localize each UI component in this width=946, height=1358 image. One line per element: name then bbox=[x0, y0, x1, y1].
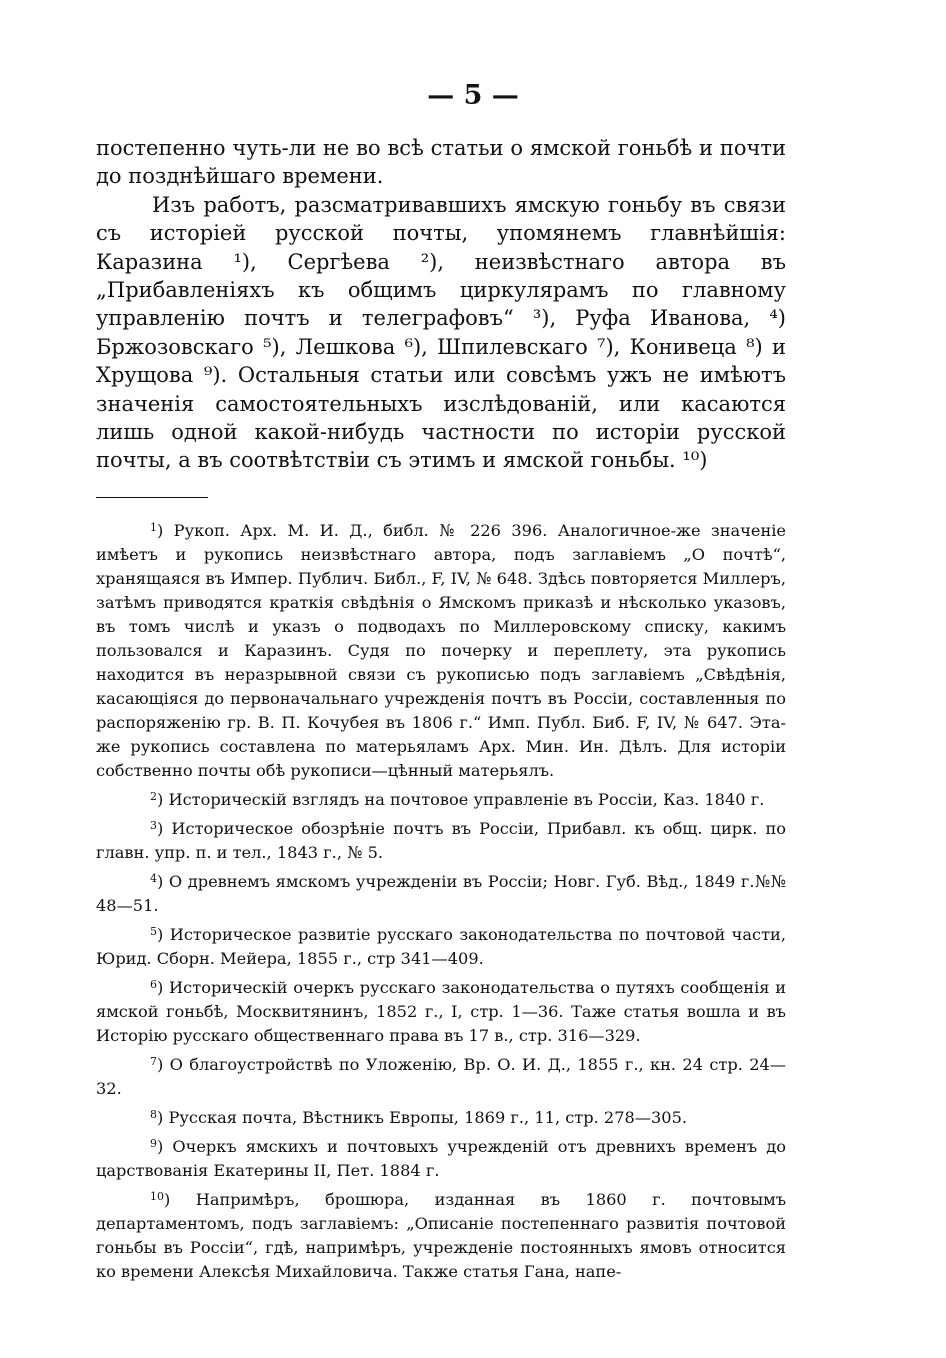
footnote-mark: 1 bbox=[150, 521, 157, 534]
footnote-mark: 7 bbox=[150, 1055, 157, 1068]
footnote-10 bbox=[96, 1185, 786, 1284]
main-text bbox=[96, 134, 786, 475]
footnote-mark: 6 bbox=[150, 978, 157, 991]
footnote-9 bbox=[96, 1132, 786, 1183]
footnote-2 bbox=[96, 785, 786, 812]
footnote-text: ) Напримѣръ, брошюра, изданная въ 1860 г. почтовымъ департаментомъ, подъ заглавіемъ: „Описаніе постепеннаго развитія почтовой гоньбы въ Россіи“, гдѣ, напримѣръ, учрежденіе постоянныхъ ямовъ относится ко времени Алексѣя Михайловича. Также статья Гана, напе- bbox=[96, 1190, 786, 1281]
footnote-text: ) Рукоп. Арх. М. И. Д., библ. № 226 396. Аналогичное-же значеніе имѣетъ и рукопись неизвѣстнаго автора, подъ заглавіемъ „О почтѣ“, хранящаяся въ Импер. Публич. Библ., F, IV, № 648. Здѣсь повторяется Миллеръ, затѣмъ приводятся краткія свѣдѣнія о Ямскомъ приказѣ и нѣсколько указовъ, въ томъ числѣ и указъ о подводахъ по Миллеровскому списку, какимъ пользовался и Каразинъ. Судя по почерку и переплету, эта рукопись находится въ неразрывной связи съ рукописью подъ заглавіемъ „Свѣдѣнія, касающіяся до первоначальнаго учрежденія почтъ въ Россіи, составленныя по распоряженію гр. В. П. Кочубея въ 1806 г.“ Имп. Публ. Биб. F, IV, № 647. Эта-же рукопись составлена по матерьяламъ Арх. Мин. Ин. Дѣлъ. Для исторіи собственно почты обѣ рукописи—цѣнный матерьялъ. bbox=[96, 521, 786, 780]
footnote-mark: 10 bbox=[150, 1190, 164, 1203]
footnote-mark: 2 bbox=[150, 790, 157, 803]
footnote-6 bbox=[96, 973, 786, 1048]
footnote-divider bbox=[96, 497, 208, 498]
footnote-3 bbox=[96, 814, 786, 865]
page-number: — 5 — bbox=[427, 80, 519, 111]
footnote-5 bbox=[96, 920, 786, 971]
footnote-text: ) Историческое обозрѣніе почтъ въ Россіи, Прибавл. къ общ. цирк. по главн. упр. п. и тел., 1843 г., № 5. bbox=[96, 819, 786, 862]
footnote-mark: 4 bbox=[150, 872, 157, 885]
paragraph: Изъ работъ, разсматривавшихъ ямскую гоньбу въ связи съ исторіей русской почты, упомянемъ главнѣйшія: Каразина ¹), Сергѣева ²), неизвѣстнаго автора въ „Прибавленіяхъ къ общимъ циркулярамъ по главному управленію почтъ и телеграфовъ“ ³), Руфа Иванова, ⁴) Бржозовскаго ⁵), Лешкова ⁶), Шпилевскаго ⁷), Конивеца ⁸) и Хрущова ⁹). Остальныя статьи или совсѣмъ ужъ не имѣютъ значенія самостоятельныхъ изслѣдованій, или касаются лишь одной какой-нибудь частности по исторіи русской почты, а въ соотвѣтствіи съ этимъ и ямской гоньбы. ¹⁰) bbox=[96, 192, 786, 473]
footnote-text: ) Русская почта, Вѣстникъ Европы, 1869 г., 11, стр. 278—305. bbox=[157, 1108, 688, 1127]
footnote-text: ) Историческій очеркъ русскаго законодательства о путяхъ сообщенія и ямской гоньбѣ, Москвитянинъ, 1852 г., I, стр. 1—36. Таже статья вошла и въ Исторію русскаго общественнаго права въ 17 в., стр. 316—329. bbox=[96, 978, 786, 1045]
footnote-text: ) Историческое развитіе русскаго законодательства по почтовой части, Юрид. Сборн. Мейера, 1855 г., стр 341—409. bbox=[96, 925, 786, 968]
footnote-7 bbox=[96, 1050, 786, 1101]
paragraph: постепенно чуть-ли не во всѣ статьи о ямской гоньбѣ и почти до позднѣйшаго времени. bbox=[96, 136, 786, 189]
footnote-text: ) Очеркъ ямскихъ и почтовыхъ учрежденій отъ древнихъ временъ до царствованія Екатерины II, Пет. 1884 г. bbox=[96, 1137, 786, 1180]
footnote-4 bbox=[96, 867, 786, 918]
footnote-8 bbox=[96, 1103, 786, 1130]
footnote-mark: 3 bbox=[150, 819, 157, 832]
footnote-1 bbox=[96, 516, 786, 783]
footnote-mark: 8 bbox=[150, 1108, 157, 1121]
footnotes bbox=[96, 516, 786, 1286]
footnote-mark: 9 bbox=[150, 1137, 157, 1150]
footnote-text: ) О благоустройствѣ по Уложенію, Вр. О. И. Д., 1855 г., кн. 24 стр. 24—32. bbox=[96, 1055, 786, 1098]
footnote-text: ) О древнемъ ямскомъ учрежденіи въ Россіи; Новг. Губ. Вѣд., 1849 г.№№ 48—51. bbox=[96, 872, 786, 915]
footnote-text: ) Историческій взглядъ на почтовое управленіе въ Россіи, Каз. 1840 г. bbox=[157, 790, 765, 809]
footnote-mark: 5 bbox=[150, 925, 157, 938]
